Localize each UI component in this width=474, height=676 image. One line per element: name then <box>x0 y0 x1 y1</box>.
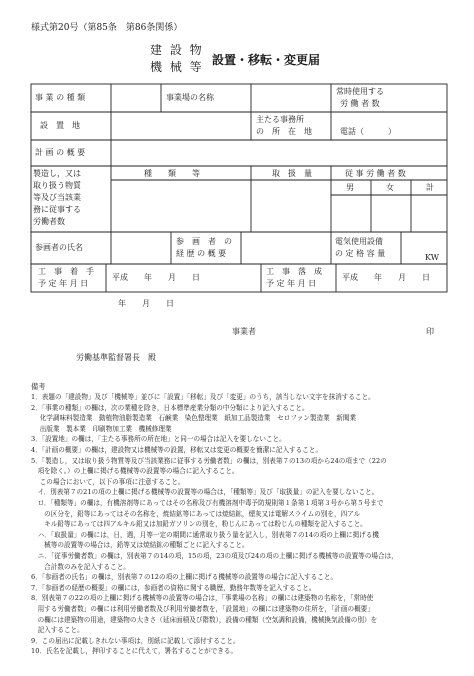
col-total: 計 <box>426 183 434 192</box>
label-power-1: 電気使用設備 <box>335 237 383 246</box>
unit-kw: KW <box>425 253 439 262</box>
label-business-type: 事 業 の 種 類 <box>35 93 86 102</box>
col-male: 男 <box>346 183 354 192</box>
label-manufacture-3: 等及び当該業 <box>33 193 81 202</box>
label-location: 設 置 地 <box>40 121 80 130</box>
note-line: 用する労働者数」の欄には利用労働者数及び利用労働者数を，「設置地」の欄には建築物の住所を，「計画の概要」 <box>31 605 374 613</box>
note-line: の区分を，鉛等にあってはその名称を，焼結鉱等にあっては焼結鉱，煙灰又は電解スライムの別を，四アル <box>31 509 361 518</box>
note-line: 2．「事業の種類」の欄は，次の業種を除き，日本標準産業分類の中分類により記入すること。 <box>31 403 309 412</box>
label-complete-2: 予 定 年 月 日 <box>266 279 317 288</box>
title-left-line-1: 建 設 物 <box>150 43 204 57</box>
label-participants: 参画者の氏名 <box>35 243 83 252</box>
label-regular-workers-2: 労 働 者 数 <box>340 99 380 108</box>
label-plan-outline: 計 画 の 概 要 <box>35 148 86 157</box>
label-career-1: 参 画 者 の <box>176 237 232 246</box>
col-kind: 種 類 等 <box>144 169 200 178</box>
label-complete-1: 工 事 落 成 <box>266 267 322 276</box>
note-line: 化学調味料製造業 動植物油脂製造業 石鹸業 染色整理業 紙加工品製造業 セロファン製造業 新聞業 <box>31 414 357 423</box>
label-start-1: 工 事 着 手 <box>38 267 94 276</box>
label-manufacture-4: 務に従事する <box>33 205 81 214</box>
note-line: 8．別表第７の22の項の上欄に掲げる機械等の設置等の場合は，「事業場の名称」の欄には建築物の名称を，「常時使 <box>31 594 374 603</box>
phone-field: 電話（ ） <box>340 127 396 136</box>
complete-date-field: 平成 年 月 日 <box>342 273 430 282</box>
seal-mark: 印 <box>426 327 434 336</box>
note-line: 1．表題の「建設物」及び「機械等」並びに「設置」「移転」及び「変更」のうち，該当しない文字を抹消すること。 <box>31 393 375 401</box>
notes-heading: 備考 <box>31 382 46 391</box>
start-date-field: 平成 年 月 日 <box>112 273 200 282</box>
note-line: ロ．「種類等」の欄は，有機溶剤等にあってはその名称及び有機溶剤中毒予防規則第１条第１項第３号から第５号まで <box>31 499 384 507</box>
note-line: 項を除く。）の上欄に掲げる機械等の設置等の場合に記入すること。 <box>31 467 239 476</box>
note-line: 械等の設置等の場合は，鉛等又は焼結鉱の種類ごとに記入すること。 <box>31 541 249 550</box>
note-line: ニ．「従事労働者数」の欄は，別表第７の14の項，15の項，23の項及び24の項の上欄に掲げる機械等の設置等の場合は， <box>31 552 398 560</box>
note-line: 3．「設置地」の欄は，「主たる事務所の所在地」と同一の場合は記入を要しないこと。 <box>31 435 286 444</box>
note-line: 9．この届出に記載しきれない事項は，別紙に記載して添付すること。 <box>31 636 240 645</box>
label-manufacture-1: 製造し，又は <box>33 169 81 178</box>
col-amount: 取 扱 量 <box>272 169 312 178</box>
note-line: の欄には建築物の用途，建築物の大きさ（延床面積及び階数），設備の種類（空気調和設備，機械換気設備の別）を <box>31 615 378 624</box>
title-left-line-2: 機 械 等 <box>150 60 204 74</box>
label-start-2: 予 定 年 月 日 <box>38 279 89 288</box>
note-line: 4．「計画の概要」の欄は，建設物又は機械等の設置，移転又は変更の概要を簡潔に記入すること。 <box>31 446 323 454</box>
form-number: 様式第20号（第85条 第86条関係） <box>31 23 183 33</box>
note-line: 合計数のみを記入すること。 <box>31 562 130 571</box>
note-line: ハ．「取扱量」の欄には，日，週，月等一定の期間に通常取り扱う量を記入し，別表第７の14の項の上欄に掲げる機 <box>31 530 379 539</box>
label-main-office-1: 主たる事務所 <box>256 115 304 124</box>
note-line: 5．「製造し，又は取り扱う物質等及び当該業務に従事する労働者数」の欄は，別表第７の13の項から24の項まで（22の <box>31 456 387 465</box>
note-line: イ．別表第７の21の項の上欄に掲げる機械等の設置等の場合は，「種類等」及び「取扱量」の記入を要しないこと。 <box>31 488 379 497</box>
note-line: 10．氏名を記載し，押印することに代えて，署名することができる。 <box>31 647 238 656</box>
label-power-2: の 定 格 容 量 <box>335 249 386 258</box>
label-main-office-2: の 所 在 地 <box>256 127 312 136</box>
note-line: 7．「参画者の経歴の概要」の欄には，参画者の資格に関する職歴，勤務年数等を記入すること。 <box>31 583 316 592</box>
employer-label: 事業者 <box>232 327 256 336</box>
note-line: 6．「参画者の氏名」の欄は，別表第７の12の項の上欄に掲げる機械等の設置等の場合に記入すること。 <box>31 573 338 582</box>
label-career-2: 経 歴 の 概 要 <box>176 249 227 258</box>
col-female: 女 <box>386 183 394 192</box>
label-regular-workers-1: 常時使用する <box>336 87 384 96</box>
note-line: 出版業 製本業 印刷物加工業 機械修理業 <box>31 424 172 433</box>
label-manufacture-5: 労働者数 <box>33 217 65 226</box>
label-manufacture-2: 取り扱う物質 <box>33 181 81 190</box>
submission-date: 年 月 日 <box>118 299 174 308</box>
note-line: 記入すること。 <box>31 626 84 635</box>
addressee: 労働基準監督署長 殿 <box>76 353 156 362</box>
title-right: 設置・移転・変更届 <box>212 53 321 67</box>
label-workplace-name: 事業場の名称 <box>166 93 214 102</box>
note-line: この場合において，以下の事項に注意すること。 <box>31 477 185 486</box>
note-line: キル鉛等にあっては四アルキル鉛又は加鉛ガソリンの別を，粉じんにあっては粉じんの種類を記入すること。 <box>31 520 367 529</box>
col-workers-engaged: 従 事 労 働 者 数 <box>345 169 406 178</box>
